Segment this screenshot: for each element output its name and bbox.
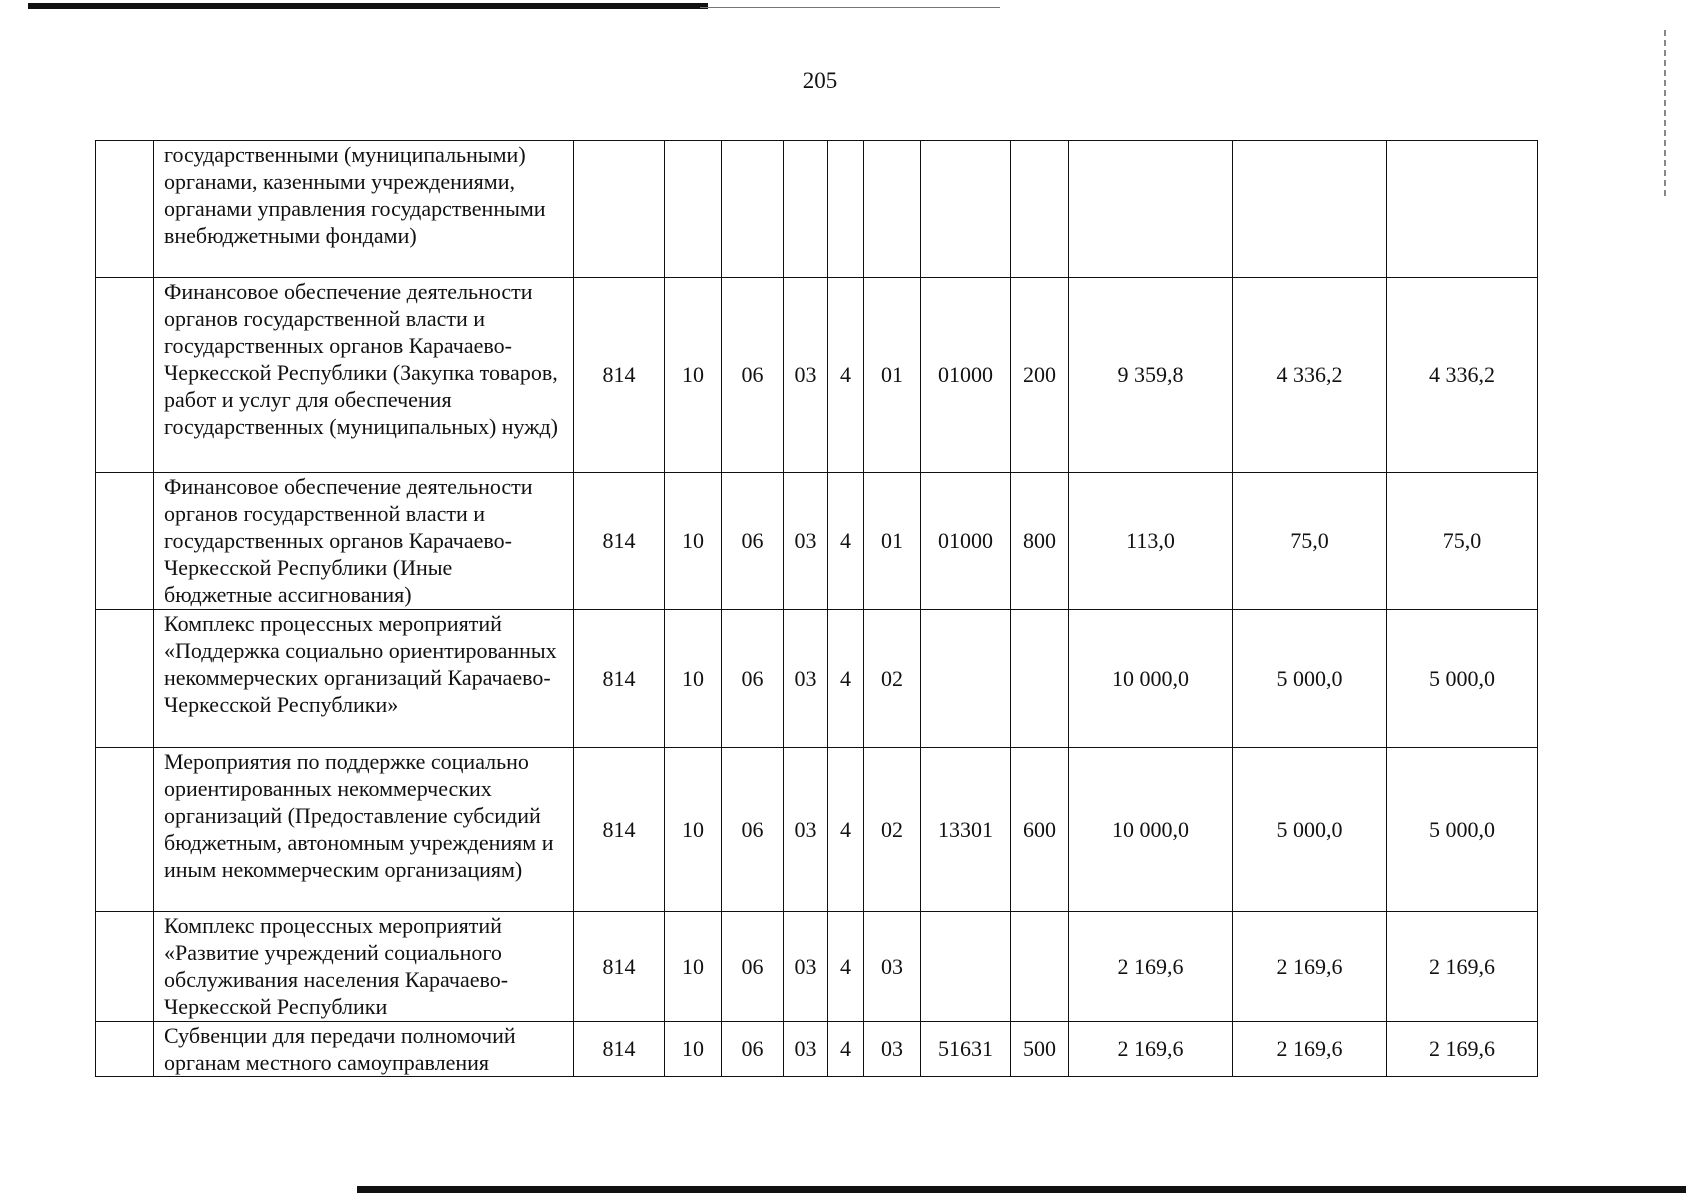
amount-year-2 (1233, 141, 1387, 278)
amount-year-2: 2 169,6 (1233, 912, 1387, 1022)
code-subsection: 06 (722, 748, 784, 912)
table-row (96, 1022, 1538, 1077)
table-row (96, 278, 1538, 473)
amount-year-2: 75,0 (1233, 473, 1387, 610)
code-gryadmin: 814 (574, 473, 665, 610)
code-program: 03 (784, 278, 828, 473)
code-subsection: 06 (722, 1022, 784, 1077)
amount-year-1: 10 000,0 (1069, 610, 1233, 748)
table-row (96, 473, 1538, 610)
code-type (828, 141, 864, 278)
row-name: Финансовое обеспечение деятельности органов государственной власти и государственных органов Карачаево-Черкесской Республики (Иные бюджетные ассигнования) (154, 473, 574, 610)
code-type: 4 (828, 473, 864, 610)
table-body (96, 141, 1538, 1077)
code-gryadmin: 814 (574, 1022, 665, 1077)
row-name: Финансовое обеспечение деятельности органов государственной власти и государственных органов Карачаево-Черкесской Республики (Закупка товаров, работ и услуг для обеспечения государственных (муниципальных) нужд) (154, 278, 574, 473)
page-number: 205 (802, 68, 838, 93)
code-gryadmin: 814 (574, 912, 665, 1022)
row-number-cell (96, 1022, 154, 1077)
code-program: 03 (784, 748, 828, 912)
code-subsection: 06 (722, 610, 784, 748)
amount-year-1: 113,0 (1069, 473, 1233, 610)
code-expense-type (1011, 610, 1069, 748)
code-gryadmin: 814 (574, 748, 665, 912)
row-name: Мероприятия по поддержке социально ориентированных некоммерческих организаций (Предоставление субсидий бюджетным, автономным учреждениям и иным некоммерческим организациям) (154, 748, 574, 912)
code-type: 4 (828, 748, 864, 912)
code-complex: 02 (864, 610, 921, 748)
amount-year-2: 2 169,6 (1233, 1022, 1387, 1077)
amount-year-1 (1069, 141, 1233, 278)
row-number-cell (96, 748, 154, 912)
code-expense-type (1011, 141, 1069, 278)
code-expense-type: 800 (1011, 473, 1069, 610)
code-subsection: 06 (722, 473, 784, 610)
code-subsection: 06 (722, 912, 784, 1022)
row-name: государственными (муниципальными) органами, казенными учреждениями, органами управления государственными внебюджетными фондами) (154, 141, 574, 278)
table-row (96, 912, 1538, 1022)
table-row (96, 748, 1538, 912)
amount-year-1: 9 359,8 (1069, 278, 1233, 473)
amount-year-3 (1387, 141, 1538, 278)
scan-edge-bottom (357, 1186, 1686, 1193)
amount-year-3: 2 169,6 (1387, 1022, 1538, 1077)
budget-table (95, 140, 1538, 1077)
amount-year-3: 5 000,0 (1387, 748, 1538, 912)
code-section: 10 (665, 278, 722, 473)
code-complex: 02 (864, 748, 921, 912)
code-gryadmin (574, 141, 665, 278)
amount-year-1: 2 169,6 (1069, 1022, 1233, 1077)
code-expense-type: 500 (1011, 1022, 1069, 1077)
amount-year-1: 2 169,6 (1069, 912, 1233, 1022)
amount-year-2: 5 000,0 (1233, 748, 1387, 912)
scan-edge-top-thin (700, 7, 1000, 8)
amount-year-2: 4 336,2 (1233, 278, 1387, 473)
code-complex: 01 (864, 278, 921, 473)
row-number-cell (96, 912, 154, 1022)
code-program: 03 (784, 1022, 828, 1077)
code-program: 03 (784, 473, 828, 610)
code-section: 10 (665, 473, 722, 610)
code-direction (921, 141, 1011, 278)
code-direction (921, 912, 1011, 1022)
code-subsection: 06 (722, 278, 784, 473)
amount-year-3: 5 000,0 (1387, 610, 1538, 748)
code-section: 10 (665, 748, 722, 912)
amount-year-3: 2 169,6 (1387, 912, 1538, 1022)
code-expense-type: 200 (1011, 278, 1069, 473)
code-type: 4 (828, 1022, 864, 1077)
amount-year-2: 5 000,0 (1233, 610, 1387, 748)
code-program (784, 141, 828, 278)
code-complex: 03 (864, 912, 921, 1022)
row-name: Комплекс процессных мероприятий «Поддержка социально ориентированных некоммерческих организаций Карачаево-Черкесской Республики» (154, 610, 574, 748)
code-section (665, 141, 722, 278)
scan-edge-top (28, 3, 708, 9)
code-direction: 13301 (921, 748, 1011, 912)
amount-year-1: 10 000,0 (1069, 748, 1233, 912)
code-type: 4 (828, 278, 864, 473)
amount-year-3: 75,0 (1387, 473, 1538, 610)
code-expense-type: 600 (1011, 748, 1069, 912)
scan-edge-right (1664, 30, 1666, 200)
code-direction (921, 610, 1011, 748)
row-number-cell (96, 473, 154, 610)
code-direction: 01000 (921, 473, 1011, 610)
code-type: 4 (828, 610, 864, 748)
amount-year-3: 4 336,2 (1387, 278, 1538, 473)
code-complex: 01 (864, 473, 921, 610)
row-name: Субвенции для передачи полномочий органам местного самоуправления (154, 1022, 574, 1077)
code-type: 4 (828, 912, 864, 1022)
code-direction: 51631 (921, 1022, 1011, 1077)
row-name: Комплекс процессных мероприятий «Развитие учреждений социального обслуживания населения Карачаево-Черкесской Республики (154, 912, 574, 1022)
code-section: 10 (665, 912, 722, 1022)
code-expense-type (1011, 912, 1069, 1022)
row-number-cell (96, 278, 154, 473)
code-gryadmin: 814 (574, 610, 665, 748)
code-gryadmin: 814 (574, 278, 665, 473)
code-program: 03 (784, 610, 828, 748)
code-direction: 01000 (921, 278, 1011, 473)
row-number-cell (96, 141, 154, 278)
code-section: 10 (665, 610, 722, 748)
table-row (96, 610, 1538, 748)
code-complex (864, 141, 921, 278)
row-number-cell (96, 610, 154, 748)
table-row (96, 141, 1538, 278)
code-complex: 03 (864, 1022, 921, 1077)
code-program: 03 (784, 912, 828, 1022)
code-section: 10 (665, 1022, 722, 1077)
code-subsection (722, 141, 784, 278)
